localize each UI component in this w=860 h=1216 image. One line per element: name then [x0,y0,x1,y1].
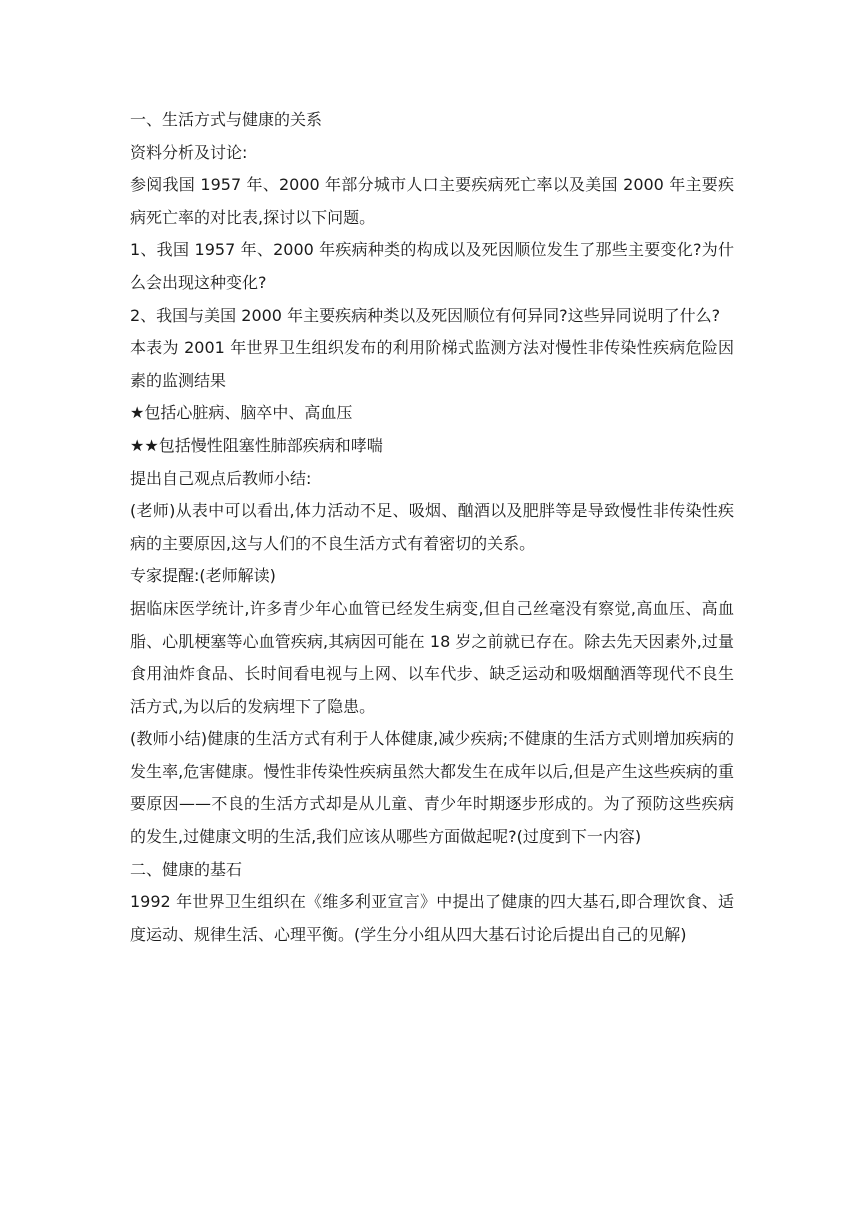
section-heading-lifestyle-health: 一、生活方式与健康的关系 [130,110,323,129]
document-page [130,104,734,951]
footnote-single-star: ★包括心脏病、脑卒中、高血压 [130,403,353,423]
question-2: 2、我国与美国 2000 年主要疾病种类以及死因顺位有何异同?这些异同说明了什么? [130,305,721,325]
paragraph-expert-reminder-label: 专家提醒:(老师解读) [130,566,276,586]
section-heading-health-cornerstone: 二、健康的基石 [130,859,243,879]
paragraph-clinical-statistics: 据临床医学统计,许多青少年心血管已经发生病变,但自己丝毫没有察觉,高血压、高血脂、心肌梗塞等心血管疾病,其病因可能在 18 岁之前就已存在。除去先天因素外,过量食用油炸食品、长时间看电视与上网、以车代步、缺乏运动和吸烟酗酒等现代不良生活方式,为以后的发病埋下了隐患。 [130,598,734,716]
paragraph-reference-table: 参阅我国 1957 年、2000 年部分城市人口主要疾病死亡率以及美国 2000 年主要疾病死亡率的对比表,探讨以下问题。 [130,175,734,227]
paragraph-teacher-summary: (教师小结)健康的生活方式有利于人体健康,减少疾病;不健康的生活方式则增加疾病的发生率,危害健康。慢性非传染性疾病虽然大都发生在成年以后,但是产生这些疾病的重要原因——不良的生活方式却是从儿童、青少年时期逐步形成的。为了预防这些疾病的发生,过健康文明的生活,我们应该从哪些方面做起呢?(过度到下一内容) [130,729,734,847]
paragraph-teacher-summary-label: 提出自己观点后教师小结: [130,468,312,488]
paragraph-data-analysis: 资料分析及讨论: [130,142,248,162]
footnote-double-star: ★★包括慢性阻塞性肺部疾病和哮喘 [130,435,383,455]
paragraph-who-table-note: 本表为 2001 年世界卫生组织发布的利用阶梯式监测方法对慢性非传染性疾病危险因素的监测结果 [130,338,734,390]
question-1: 1、我国 1957 年、2000 年疾病种类的构成以及死因顺位发生了那些主要变化?为什么会出现这种变化? [130,240,734,292]
paragraph-teacher-conclusion: (老师)从表中可以看出,体力活动不足、吸烟、酗酒以及肥胖等是导致慢性非传染性疾病的主要原因,这与人们的不良生活方式有着密切的关系。 [130,501,734,553]
paragraph-victoria-declaration: 1992 年世界卫生组织在《维多利亚宣言》中提出了健康的四大基石,即合理饮食、适度运动、规律生活、心理平衡。(学生分小组从四大基石讨论后提出自己的见解) [130,892,734,944]
